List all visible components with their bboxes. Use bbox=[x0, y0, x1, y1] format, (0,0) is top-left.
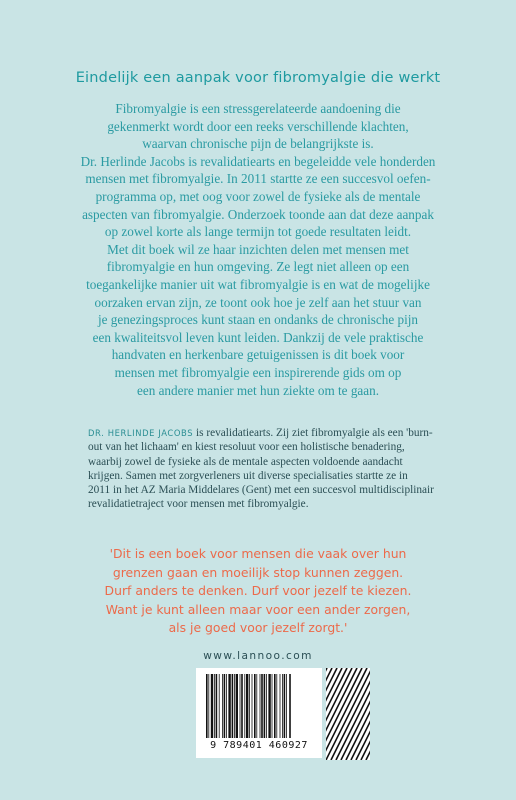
barcode-bar bbox=[276, 674, 277, 738]
barcode-bar bbox=[216, 674, 218, 738]
barcode-bar bbox=[246, 674, 248, 738]
barcode-bars bbox=[204, 674, 314, 738]
blurb-line: toegankelijke manier uit wat fibromyalgie is en wat de mogelijke bbox=[86, 276, 430, 292]
isbn-barcode bbox=[196, 668, 322, 758]
author-name: DR. HERLINDE JACOBS bbox=[88, 428, 194, 438]
barcode-bar bbox=[206, 674, 208, 738]
barcode-bar bbox=[256, 674, 257, 738]
blurb-line: waarvan chronische pijn de belangrijkste is. bbox=[142, 136, 374, 152]
blurb-line: op zowel korte als lange termijn tot goede resultaten leidt. bbox=[104, 224, 412, 240]
bio-line: waarbij zowel de fysieke als de mentale aspecten voldoende aandacht bbox=[88, 455, 403, 468]
barcode-bar bbox=[252, 674, 253, 738]
bio-line: 2011 in het AZ Maria Middelares (Gent) met een succesvol multidisciplinair bbox=[88, 484, 434, 497]
barcode-bar bbox=[236, 674, 238, 738]
barcode-bar bbox=[268, 674, 270, 738]
barcode-bar bbox=[266, 674, 267, 738]
barcode-bar bbox=[211, 674, 213, 738]
barcode-bar bbox=[208, 674, 209, 738]
headline: Eindelijk een aanpak voor fibromyalgie die werkt bbox=[75, 70, 441, 86]
bio-line: krijgen. Samen met zorgverleners uit diverse specialisaties startte ze in bbox=[88, 469, 408, 482]
bio-text: is revalidatiearts. Zij ziet fibromyalgie als een 'burn- bbox=[193, 427, 433, 439]
fsc-logo-panel bbox=[326, 668, 370, 760]
blurb-line: Dr. Herlinde Jacobs is revalidatiearts en begeleidde vele honderden bbox=[80, 153, 436, 169]
blurb-line: programma op, met oog voor zowel de fysieke als de mentale bbox=[95, 188, 421, 204]
barcode-bar bbox=[222, 674, 223, 738]
blurb-line: Met dit boek wil ze haar inzichten delen met mensen met bbox=[107, 241, 409, 257]
barcode-bar bbox=[260, 674, 261, 738]
barcode-bar bbox=[280, 674, 281, 738]
publisher-url: www.lannoo.com bbox=[203, 650, 313, 662]
barcode-bar bbox=[219, 674, 220, 738]
book-blurb bbox=[70, 100, 446, 399]
logo-stripe bbox=[326, 668, 327, 760]
isbn-number: 9 789401 460927 bbox=[210, 740, 308, 751]
barcode-bar bbox=[286, 674, 287, 738]
barcode-bar bbox=[214, 674, 215, 738]
striped-logo-icon bbox=[326, 668, 370, 760]
quote-line: Durf anders te denken. Durf voor jezelf te kiezen. bbox=[104, 583, 412, 599]
blurb-line: je genezingsproces kunt staan en ondanks de chronische pijn bbox=[97, 312, 419, 328]
quote-line: Want je kunt alleen maar voor een ander zorgen, bbox=[105, 601, 411, 617]
barcode-bar bbox=[249, 674, 250, 738]
blurb-line: Fibromyalgie is een stressgerelateerde aandoening die bbox=[115, 101, 401, 116]
blurb-line: mensen met fibromyalgie een inspirerende gids om op bbox=[114, 364, 402, 380]
bio-line: revalidatietraject voor mensen met fibromyalgie. bbox=[88, 498, 309, 511]
barcode-bar bbox=[228, 674, 230, 738]
blurb-line: mensen met fibromyalgie. In 2011 startte ze een succesvol oefen- bbox=[85, 171, 431, 187]
bio-line: out van het lichaam' en kiest resoluut voor een holistische benadering, bbox=[88, 441, 405, 454]
barcode-bar bbox=[264, 674, 266, 738]
blurb-line: een andere manier met hun ziekte om te gaan. bbox=[136, 382, 380, 398]
barcode-bar bbox=[224, 674, 226, 738]
barcode-bar bbox=[241, 674, 243, 738]
barcode-bar bbox=[232, 674, 234, 738]
blurb-line: aspecten van fibromyalgie. Onderzoek toonde aan dat deze aanpak bbox=[82, 206, 434, 222]
blurb-line: een kwaliteitsvol leven kunt leiden. Dankzij de vele praktische bbox=[92, 329, 424, 345]
quote-line: 'Dit is een boek voor mensen die vaak over hun bbox=[109, 546, 407, 561]
barcode-bar bbox=[254, 674, 256, 738]
quote-line: als je goed voor jezelf zorgt.' bbox=[168, 620, 348, 636]
blurb-line: handvaten en herkenbare getuigenissen is dit boek voor bbox=[111, 347, 405, 363]
barcode-bar bbox=[272, 674, 273, 738]
blurb-line: fibromyalgie en hun omgeving. Ze legt niet alleen op een bbox=[106, 259, 410, 275]
blurb-line: gekenmerkt wordt door een reeks verschillende klachten, bbox=[107, 118, 409, 134]
barcode-bar bbox=[282, 674, 283, 738]
blurb-line: oorzaken ervan zijn, ze toont ook hoe je zelf aan het stuur van bbox=[94, 294, 422, 310]
barcode-bar bbox=[289, 674, 291, 738]
author-bio bbox=[88, 426, 438, 512]
barcode-bar bbox=[240, 674, 241, 738]
barcode-bar bbox=[226, 674, 227, 738]
bio-first-line bbox=[88, 426, 438, 440]
barcode-bar bbox=[234, 674, 235, 738]
barcode-bar bbox=[274, 674, 276, 738]
barcode-bar bbox=[244, 674, 245, 738]
quote-line: grenzen gaan en moeilijk stop kunnen zeggen. bbox=[112, 564, 404, 580]
barcode-bar bbox=[261, 674, 263, 738]
pull-quote bbox=[0, 545, 516, 638]
barcode-bar bbox=[284, 674, 286, 738]
